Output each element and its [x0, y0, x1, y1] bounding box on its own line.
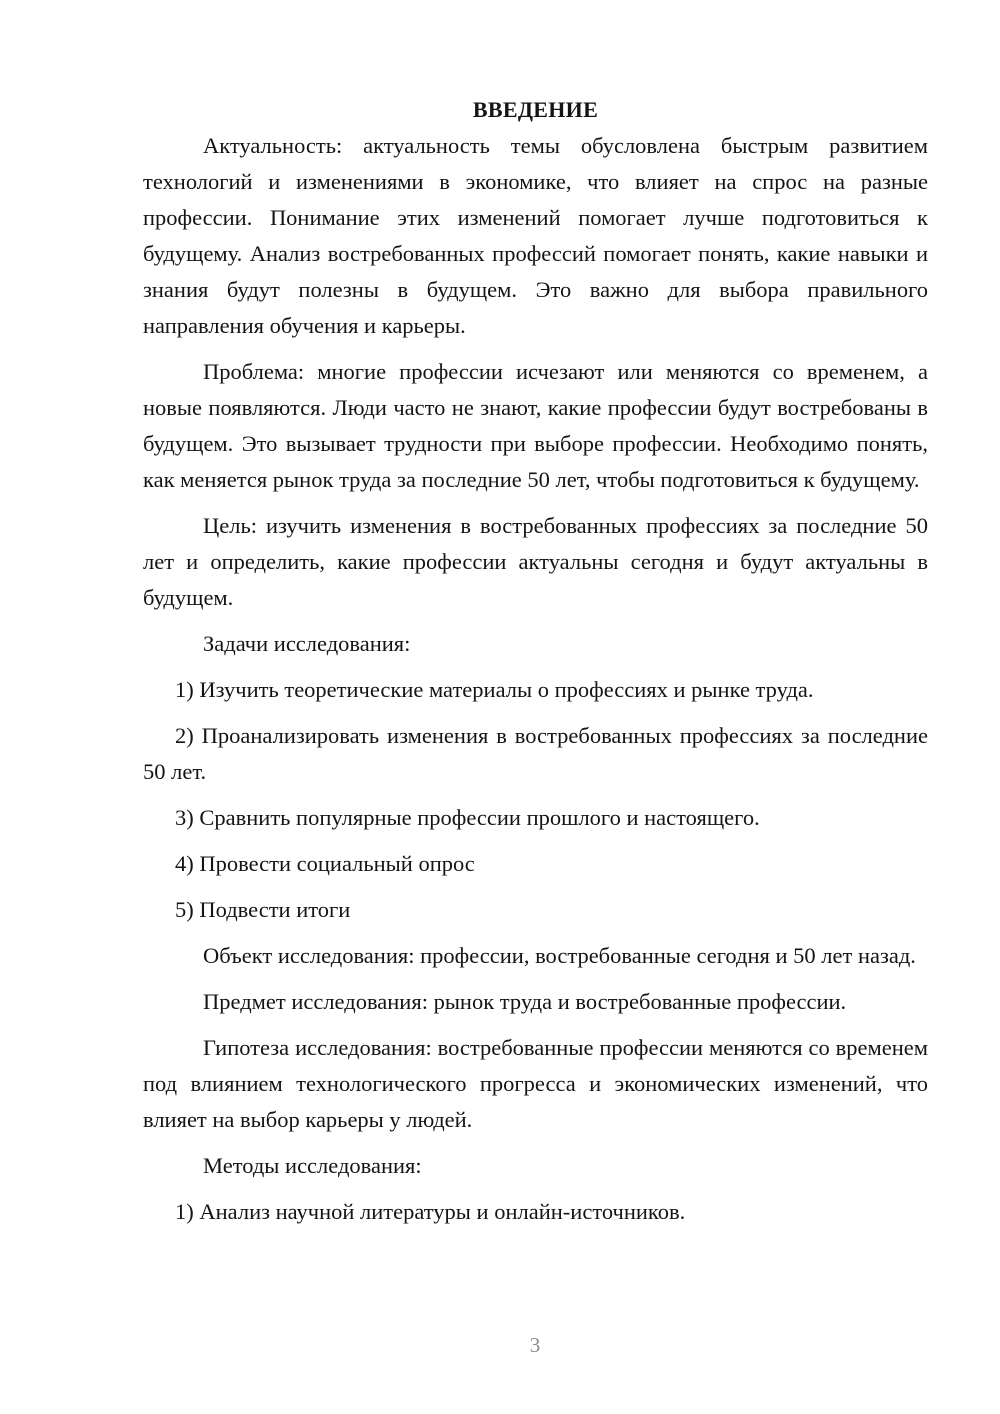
task-item-5: 5) Подвести итоги: [175, 897, 351, 922]
task-item-4: 4) Провести социальный опрос: [175, 851, 475, 876]
section-title: ВВЕДЕНИЕ: [472, 97, 599, 122]
task-item-2: 2) Проанализировать изменения в востребованных профессиях за последние 50 лет.: [143, 723, 928, 784]
paragraph-relevance: Актуальность: актуальность темы обусловлена быстрым развитием технологий и изменениями в экономике, что влияет на спрос на разные профессии. Понимание этих изменений помогает лучше подготовиться к будущему. Анализ востребованных профессий помогает понять, какие навыки и знания будут полезны в будущем. Это важно для выбора правильного направления обучения и карьеры.: [143, 133, 928, 338]
paragraph-subject: Предмет исследования: рынок труда и востребованные профессии.: [203, 989, 847, 1014]
page-number: 3: [529, 1333, 541, 1357]
task-item-1: 1) Изучить теоретические материалы о профессиях и рынке труда.: [175, 677, 814, 702]
paragraph-object: Объект исследования: профессии, востребованные сегодня и 50 лет назад.: [203, 943, 916, 968]
paragraph-hypothesis: Гипотеза исследования: востребованные профессии меняются со временем под влиянием технологического прогресса и экономических изменений, что влияет на выбор карьеры у людей.: [143, 1035, 928, 1132]
page-content: [143, 92, 928, 1240]
method-item-1: 1) Анализ научной литературы и онлайн-источников.: [175, 1199, 686, 1224]
paragraph-problem: Проблема: многие профессии исчезают или меняются со временем, а новые появляются. Люди часто не знают, какие профессии будут востребованы в будущем. Это вызывает трудности при выборе профессии. Необходимо понять, как меняется рынок труда за последние 50 лет, чтобы подготовиться к будущему.: [143, 359, 928, 492]
paragraph-goal: Цель: изучить изменения в востребованных профессиях за последние 50 лет и определить, какие профессии актуальны сегодня и будут актуальны в будущем.: [143, 513, 928, 610]
methods-heading: Методы исследования:: [203, 1153, 422, 1178]
tasks-heading: Задачи исследования:: [203, 631, 411, 656]
task-item-3: 3) Сравнить популярные профессии прошлого и настоящего.: [175, 805, 760, 830]
